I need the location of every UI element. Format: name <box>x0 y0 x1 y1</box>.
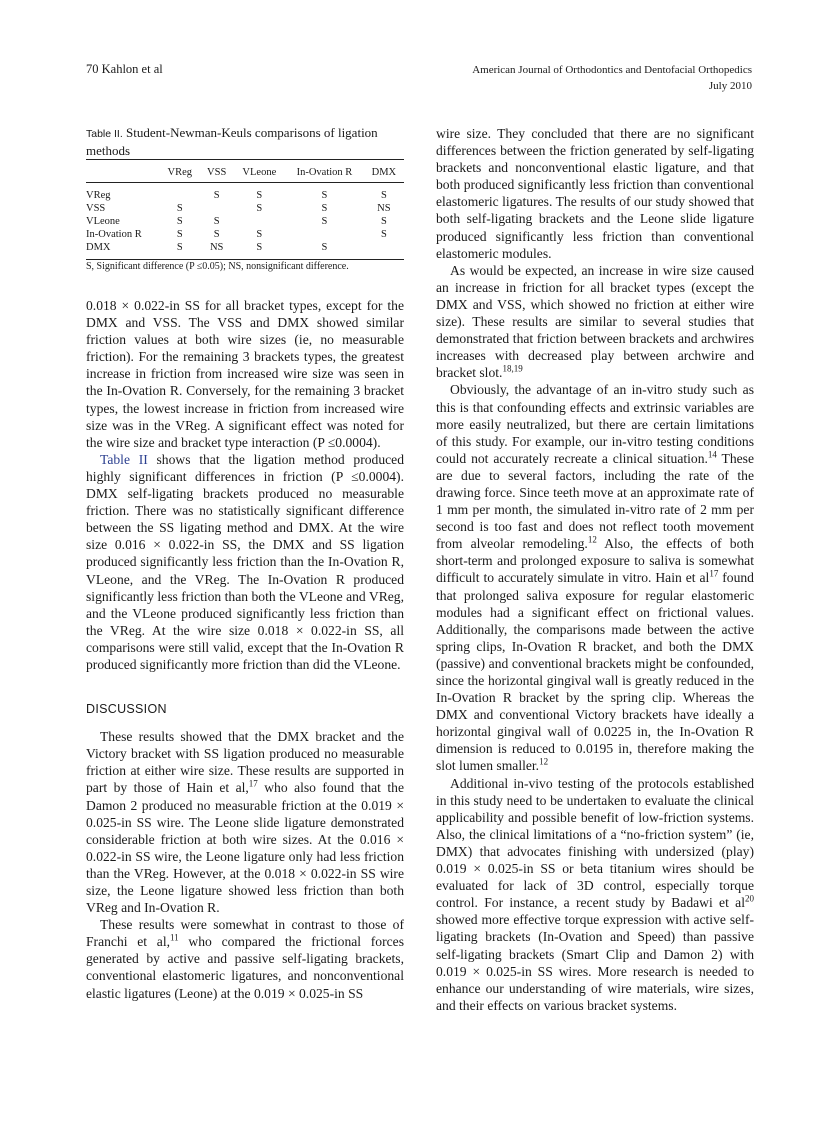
citation-superscript[interactable]: 11 <box>170 932 179 943</box>
table-header-cell: VSS <box>207 167 227 178</box>
table-cell <box>285 228 364 241</box>
citation-superscript[interactable]: 14 <box>707 449 717 460</box>
table-cell: DMX <box>86 242 111 253</box>
discussion-paragraph <box>436 775 754 1014</box>
table-cell: VLeone <box>86 216 120 227</box>
table-cell: S <box>213 190 220 201</box>
table-cell: S <box>321 190 328 201</box>
table-cell <box>364 241 404 260</box>
discussion-paragraph <box>86 728 404 916</box>
page-number-author: 70 Kahlon et al <box>86 62 163 76</box>
table-cell: S <box>380 216 387 227</box>
citation-superscript[interactable]: 17 <box>248 778 258 789</box>
table-row <box>86 202 404 215</box>
paragraph-text: who compared the frictional forces generated by active and passive self-ligating brackets, conventional elastomeric ligatures, and nonconventional elastic ligatures (Leone) at the 0.019 × 0.025-in SS <box>86 934 404 1001</box>
paragraph-text: As would be expected, an increase in wire size caused an increase in friction for all bracket types (except the DMX and VSS, which showed no friction at either wire size). These results are similar to several studies that demonstrated that friction between brackets and archwires increases with decreased play between archwire and bracket slot. <box>436 262 754 381</box>
paragraph-text: These results were somewhat in contrast to those of Franchi et al, <box>86 917 404 950</box>
table-cell: S <box>176 216 183 227</box>
table-cell <box>234 215 286 228</box>
paragraph-text: showed more effective torque expression with active self-ligating brackets (In-Ovation and Speed) than passive self-ligating brackets (Smart Clip and Damon 2) with 0.019 × 0.025-in SS wires. More research is needed to enhance our understanding of wire materials, wire sizes, and their effects on various bracket systems. <box>436 912 754 1013</box>
table-cell: S <box>213 229 220 240</box>
paragraph-text: These results showed that the DMX bracket and the Victory bracket with SS ligation produced no measurable friction at either wire size. These results are supported in part by those of Hain et al, <box>86 729 404 796</box>
table-cell: VReg <box>86 190 111 201</box>
table-title: Student-Newman-Keuls comparisons of ligation methods <box>86 125 378 158</box>
table-cell: S <box>176 203 183 214</box>
issue-date: July 2010 <box>708 80 752 92</box>
table-cell: S <box>176 229 183 240</box>
paragraph-text: shows that the ligation method produced highly significant differences in friction (P ≤0.0004). DMX self-ligating brackets produced no measurable friction. There was no statistically significant difference between the SS ligating method and DMX. At the wire size 0.016 × 0.022-in SS, the DMX and SS ligation produced significantly less friction than the In-Ovation R, VLeone, and the VReg. The In-Ovation R produced significantly less friction than both the VLeone and VReg, and the VLeone produced significantly less friction than the VReg. At the wire size 0.018 × 0.022-in SS, all comparisons were still valid, except that the In-Ovation R produced significantly more friction than did the VLeone. <box>86 451 404 672</box>
left-column <box>86 125 404 1002</box>
table-cell: S <box>321 242 328 253</box>
section-heading-discussion: DISCUSSION <box>86 702 167 717</box>
table-cell: In-Ovation R <box>86 229 142 240</box>
discussion-paragraph <box>436 381 754 774</box>
paragraph-text: Also, the effects of both short-term and prolonged exposure to saliva is somewhat difficult to accurately simulate in vitro. Hain et al <box>436 536 754 586</box>
right-column <box>436 125 754 1014</box>
table-cell: S <box>256 190 263 201</box>
table-header-cell: DMX <box>371 167 397 178</box>
table-cell: S <box>256 203 263 214</box>
table-label: Table II. <box>86 128 123 140</box>
table-cell <box>160 183 200 203</box>
table-row <box>86 241 404 260</box>
table-cell: S <box>321 216 328 227</box>
discussion-paragraph <box>86 916 404 1001</box>
table-caption <box>86 125 404 159</box>
paragraph-text: These are due to several factors, including the rate of the drawing force. Since teeth move at an approximate rate of 1 mm per month, the simulated in-vitro rate of 2 mm per second is too fast and does not reflect tooth movement from alveolar remodeling. <box>436 450 754 552</box>
table-header-cell: VLeone <box>242 167 277 178</box>
table-reference-link[interactable]: Table II <box>100 451 148 467</box>
table-header-row <box>86 160 404 183</box>
table-row <box>86 228 404 241</box>
table-cell: VSS <box>86 203 106 214</box>
citation-superscript[interactable]: 12 <box>539 756 549 767</box>
table-row <box>86 183 404 203</box>
results-paragraph <box>86 451 404 673</box>
paragraph-text: who also found that the Damon 2 produced no measurable friction at the 0.019 × 0.025-in SS wire. The Leone slide ligature demonstrated considerable friction at both wire sizes. At the 0.016 × 0.022-in SS wire, the Leone ligature only had less friction than the VReg. However, at the 0.018 × 0.022-in SS wire size, the Leone ligature showed less friction than both VReg and In-Ovation R. <box>86 780 404 916</box>
discussion-paragraph <box>436 262 754 382</box>
paragraph-text: Obviously, the advantage of an in-vitro study such as this is that confounding effects and extrinsic variables are more easily neutralized, but there are certain limitations of this study. For example, our in-vitro testing conditions could not accurately recreate a clinical situation. <box>436 382 754 466</box>
journal-header <box>472 62 752 94</box>
discussion-paragraph: wire size. They concluded that there are no significant differences between the friction generated by self-ligating brackets and nonconventional elastic ligature, and that both produced significantly less friction than conventional elastomeric ligatures. The results of our study showed that both self-ligating brackets and the Leone slide ligature produced significantly less friction than conventional elastomeric modules. <box>436 126 754 261</box>
table-footnote: S, Significant difference (P ≤0.05); NS, nonsignificant difference. <box>86 261 349 272</box>
paragraph-text: Additional in-vivo testing of the protocols established in this study need to be undertaken to evaluate the clinical applicability and possible benefit of low-friction systems. Also, the clinical limitations of a “no-friction system” (ie, DMX) that advocates finishing with undersized (play) 0.019 × 0.025-in SS or beta titanium wires should be evaluated for lack of 3D control, especially torque control. For instance, a recent study by Badawi et al <box>436 775 754 911</box>
journal-title: American Journal of Orthodontics and Dentofacial Orthopedics <box>472 64 752 76</box>
table-cell: NS <box>377 203 391 214</box>
paragraph-text: found that prolonged saliva exposure for regular elastomeric modules had a significant effect on frictional values. Additionally, the comparisons made between the active spring clips, In-Ovation R bracket, and both the DMX (passive) and conventional brackets might be confounded, since the horizontal gingival wall is greatly reduced in the In-Ovation R bracket by the spring clip. Whereas the DMX and conventional Victory brackets have ideally a horizontal gingival wall of 0.0225 in, the In-Ovation R dimension is reduced to 0.0195 in, therefore making the slot lumen smaller. <box>436 570 754 774</box>
table-cell: S <box>256 242 263 253</box>
comparison-table <box>86 159 404 260</box>
table-cell <box>200 202 234 215</box>
citation-superscript[interactable]: 18,19 <box>502 363 523 374</box>
table-cell: S <box>213 216 220 227</box>
table-cell: S <box>380 229 387 240</box>
table-cell: NS <box>209 242 224 253</box>
table-cell: S <box>176 242 183 253</box>
citation-superscript[interactable]: 12 <box>587 534 597 545</box>
table-cell: S <box>380 190 387 201</box>
table-cell: S <box>321 203 328 214</box>
table-header-cell: In-Ovation R <box>296 167 353 178</box>
citation-superscript[interactable]: 17 <box>709 568 719 579</box>
table-row <box>86 215 404 228</box>
results-paragraph: 0.018 × 0.022-in SS for all bracket types, except for the DMX and VSS. The VSS and DMX showed similar friction values at both wire sizes (ie, no measurable friction). For the remaining 3 brackets types, the greatest increase in friction from increased wire size was seen in the In-Ovation R. Conversely, for the remaining 3 bracket types, the lowest increase in friction from increased wire size was in the VReg. A significant effect was noted for the wire size and bracket type interaction (P ≤0.0004). <box>86 298 404 450</box>
citation-superscript[interactable]: 20 <box>745 893 754 904</box>
table-header-cell: VReg <box>167 167 193 178</box>
table-cell: S <box>256 229 263 240</box>
table-header-cell <box>86 160 160 183</box>
